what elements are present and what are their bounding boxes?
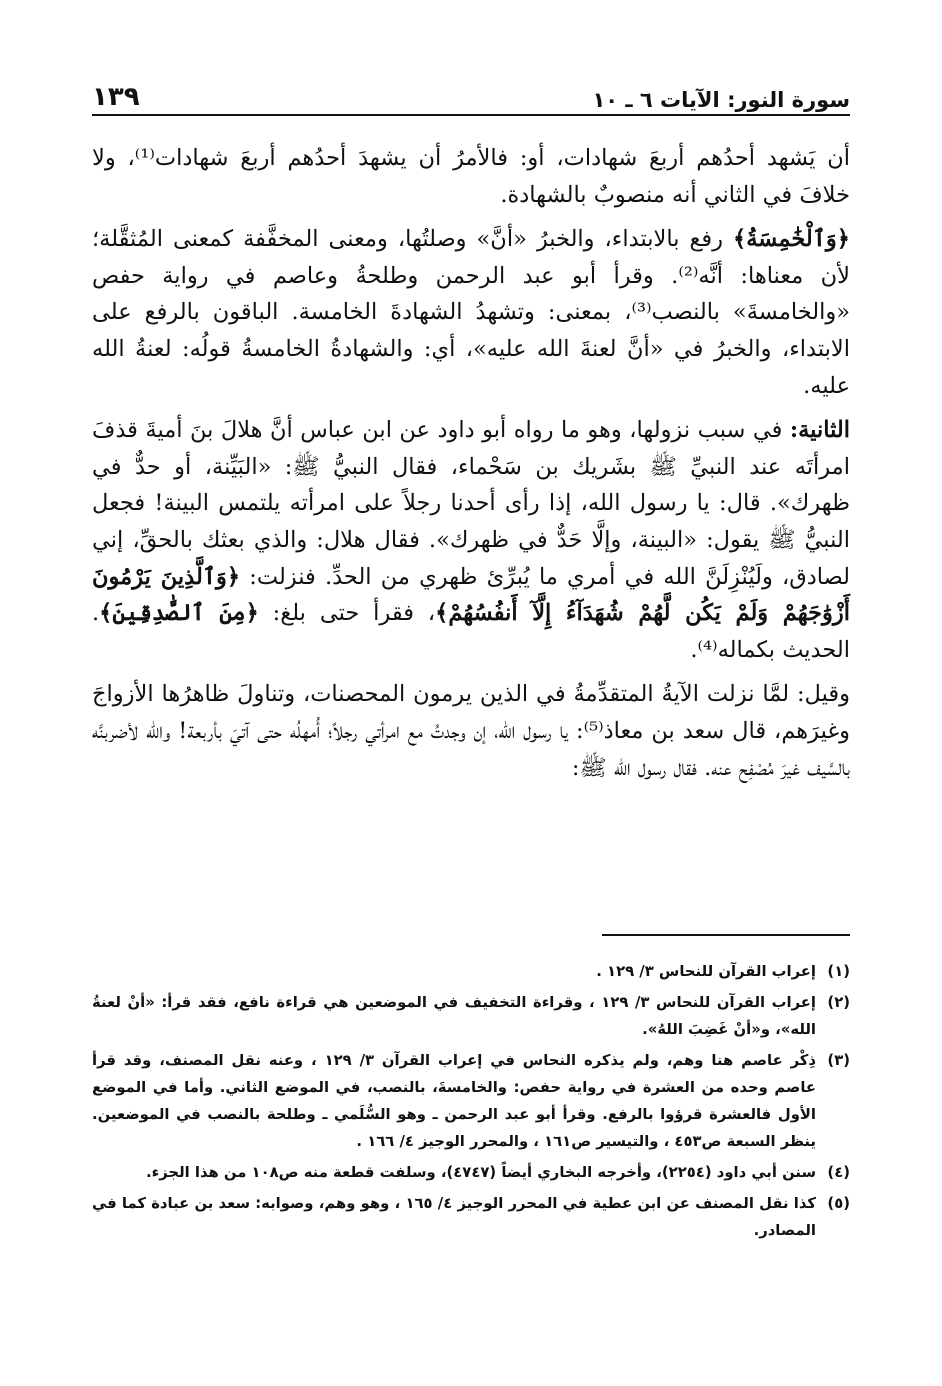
paragraph-2-text: رفع بالابتداء، والخبرُ «أنَّ» وصلتُها، ومعنى المخفَّفة كمعنى المُثقَّلة؛ لأن معناها: أنَّه⁽²⁾. وقرأ أبو عبد الرحمن وطلحةُ وعاصم في رواية حفص «والخامسةَ» بالنصب⁽³⁾، بمعنى: وتشهدُ الشهادةَ الخامسة. الباقون بالرفع على الابتداء، والخبرُ في «أنَّ لعنةَ الله عليه»، أي: والشهادةُ الخامسةُ قولُه: لعنةُ الله عليه. <box>92 226 850 399</box>
paragraph-4: وقيل: لمَّا نزلت الآيةُ المتقدِّمةُ في الذين يرمون المحصنات، وتناولَ ظاهرُها الأزواجَ وغيرَهم، قال سعد بن معاذ⁽⁵⁾: يا رسول الله، إن وجدتُ مع امرأتي رجلاً؛ أُمهلُه حتى آتيَ بأربعة! والله لأضربنَّه بالسَّيف غيرَ مُصْفِح عنه. فقال رسول الله ﷺ: <box>92 681 850 781</box>
footnote-number: (٣) <box>827 1052 850 1069</box>
footnote-divider <box>602 934 850 936</box>
footnote-number: (١) <box>827 963 850 980</box>
footnote <box>92 989 850 1043</box>
paragraph-3-text-a: في سبب نزولها، وهو ما رواه أبو داود عن ابن عباس أنَّ هلالَ بنَ أميةَ قذفَ امرأتَه عند النبيِّ ﷺ بشَريك بن سَحْماء، فقال النبيُّ ﷺ: «البَيِّنة، أو حدٌّ في ظهرك». قال: يا رسول الله، إذا رأى أحدنا رجلاً على امرأته يلتمس البينة! فجعل النبيُّ ﷺ يقول: «البينة، وإلَّا حَدٌّ في ظهرك». فقال هلال: والذي بعثك بالحقِّ، إني لصادق، ولَيُنْزِلَنَّ الله في أمري ما يُبرِّئ ظهري من الحدِّ. فنزلت: <box>92 417 851 590</box>
quran-verse: ﴿وَٱلَّذِينَ يَرْمُونَ أَزْوَٰجَهُمْ وَلَمْ يَكُن لَّهُمْ شُهَدَآءُ إِلَّآ أَنفُسُهُمْ﴾ <box>92 563 850 627</box>
main-text <box>92 140 850 794</box>
paragraph-1: أن يَشهد أحدُهم أربعَ شهادات، أو: فالأمرُ أن يشهدَ أحدُهم أربعَ شهادات⁽¹⁾، ولا خلافَ في الثاني أنه منصوبٌ بالشهادة. <box>92 145 850 208</box>
footnote-text: كذا نقل المصنف عن ابن عطية في المحرر الوجيز ٤/ ١٦٥ ، وهو وهم، وصوابه: سعد بن عبادة كما في المصادر. <box>92 1195 817 1239</box>
running-title: سورة النور: الآيات ٦ ـ ١٠ <box>592 88 850 112</box>
paragraph-3-text-c: . الحديث بكماله⁽⁴⁾. <box>92 600 850 663</box>
page-header <box>92 68 850 112</box>
footnote-text: إعراب القرآن للنحاس ٣/ ١٢٩ . <box>596 963 816 980</box>
footnotes <box>92 958 850 1248</box>
footnote <box>92 958 850 985</box>
footnote <box>92 1159 850 1186</box>
paragraph-3 <box>92 412 850 668</box>
page-number: ١٣٩ <box>92 82 140 112</box>
footnote <box>92 1190 850 1244</box>
paragraph-2 <box>92 221 850 404</box>
footnote <box>92 1047 850 1155</box>
footnote-number: (٤) <box>827 1164 850 1181</box>
footnote-number: (٥) <box>827 1195 850 1212</box>
quran-verse: ﴿مِنَ ٱلصَّٰدِقِينَ﴾ <box>99 600 259 627</box>
footnote-text: إعراب القرآن للنحاس ٣/ ١٢٩ ، وقراءة التخفيف في الموضعين هي قراءة نافع، فقد قرأ: «أنْ لعنةُ الله»، و«أنْ غَضِبَ اللهُ». <box>92 994 816 1038</box>
footnote-number: (٢) <box>827 994 850 1011</box>
footnote-text: سنن أبي داود (٢٢٥٤)، وأخرجه البخاري أيضاً (٤٧٤٧)، وسلفت قطعة منه ص١٠٨ من هذا الجزء. <box>146 1164 816 1181</box>
paragraph-3-text-b: ، فقرأ حتى بلغ: <box>258 600 436 627</box>
quran-verse: ﴿وَٱلْخَٰمِسَةُ﴾ <box>733 226 850 253</box>
header-divider <box>92 114 850 116</box>
section-lead: الثانية: <box>789 417 850 444</box>
footnote-text: ذِكْر عاصم هنا وهم، ولم يذكره النحاس في إعراب القرآن ٣/ ١٢٩ ، وعنه نقل المصنف، وقد قرأ عاصم وحده من العشرة في رواية حفص: والخامسةَ، بالنصب، في الموضع الثاني. وأما في الموضع الأول فالعشرة قرؤوا بالرفع. وقرأ أبو عبد الرحمن ـ وهو السُّلَمي ـ وطلحة بالنصب في الموضعين. ينظر السبعة ص٤٥٣ ، والتيسير ص١٦١ ، والمحرر الوجيز ٤/ ١٦٦ . <box>92 1052 816 1150</box>
